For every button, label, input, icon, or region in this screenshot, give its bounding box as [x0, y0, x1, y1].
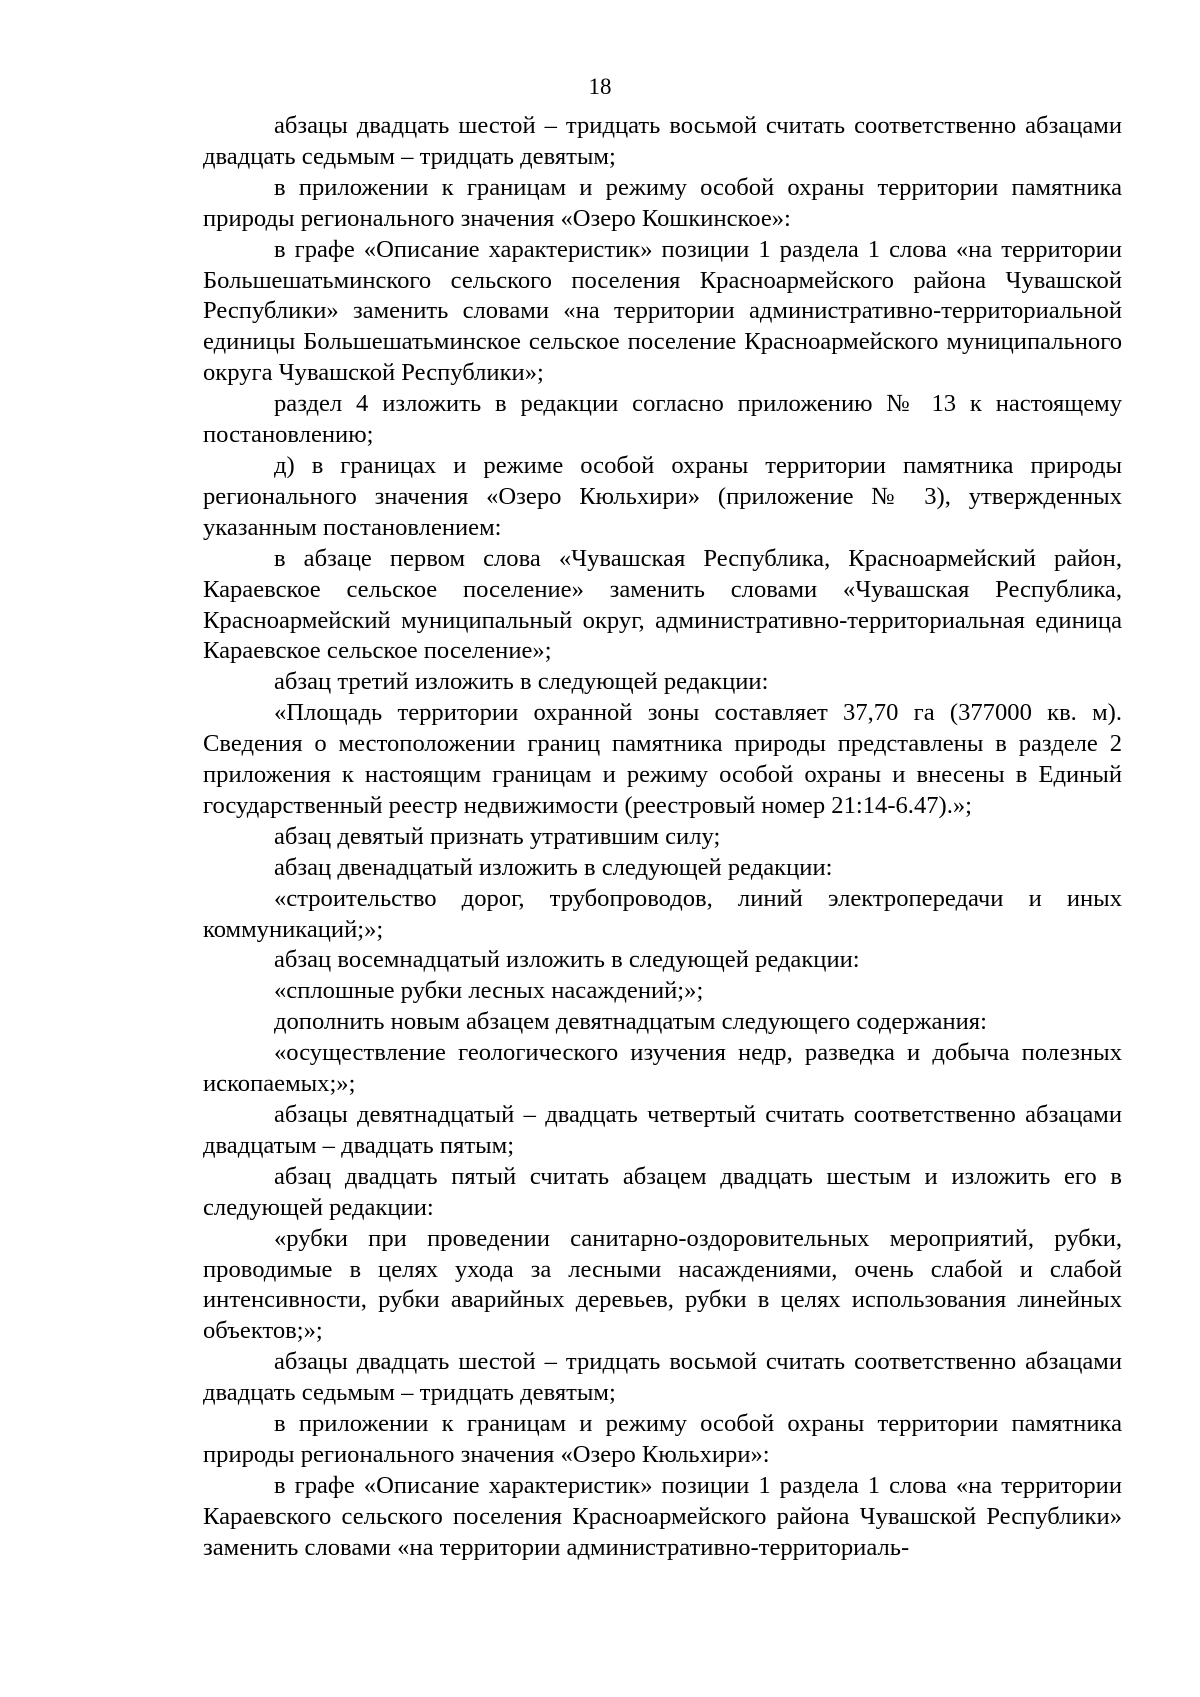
paragraph: абзац третий изложить в следующей редакции: — [274, 668, 769, 696]
paragraph: «сплошные рубки лесных насаждений;»; — [274, 977, 704, 1005]
paragraph: абзацы девятнадцатый – двадцать четвертый считать соответственно абзацами двадцатым – двадцать пятым; — [203, 1101, 1122, 1159]
paragraph: «осуществление геологического изучения недр, разведка и добыча полезных ископаемых;»; — [203, 1039, 1122, 1098]
paragraph: «рубки при проведении санитарно-оздоровительных мероприятий, рубки, проводимые в целях ухода за лесными насаждениями, очень слабой и слабой интенсивности, рубки аварийных деревьев, рубки в целях использования линейных объектов;»; — [203, 1224, 1122, 1345]
paragraph: «Площадь территории охранной зоны составляет 37,70 га (377000 кв. м). Сведения о местоположении границ памятника природы представлены в разделе 2 приложения к настоящим границам и режиму особой охраны и внесены в Единый государственный реестр недвижимости (реестровый номер 21:14-6.47).»; — [203, 699, 1122, 819]
paragraph: в приложении к границам и режиму особой охраны территории памятника природы регионального значения «Озеро Кошкинское»: — [203, 173, 1122, 232]
paragraph: в абзаце первом слова «Чувашская Республика, Красноармейский район, Караевское сельское поселение» заменить словами «Чувашская Республика, Красноармейский муниципальный округ, административно-территориальная единица Караевское сельское поселение»; — [203, 544, 1122, 665]
paragraph: абзацы двадцать шестой – тридцать восьмой считать соответственно абзацами двадцать седьмым – тридцать девятым; — [203, 112, 1122, 170]
document-body — [203, 111, 1122, 1564]
paragraph: абзац двадцать пятый считать абзацем двадцать шестым и изложить его в следующей редакции: — [203, 1162, 1122, 1221]
paragraph: в графе «Описание характеристик» позиции 1 раздела 1 слова «на территории Большешатьминского сельского поселения Красноармейского района Чувашской Республики» заменить словами «на территории административно-территориальной единицы Большешатьминское сельское поселение Красноармейского муниципального округа Чувашской Республики»; — [203, 235, 1122, 387]
paragraph: дополнить новым абзацем девятнадцатым следующего содержания: — [274, 1008, 987, 1036]
paragraph: в приложении к границам и режиму особой охраны территории памятника природы регионального значения «Озеро Кюльхири»: — [203, 1410, 1122, 1468]
paragraph: «строительство дорог, трубопроводов, линий электропередачи и иных коммуникаций;»; — [203, 884, 1122, 943]
page-number: 18 — [588, 74, 612, 99]
paragraph: в графе «Описание характеристик» позиции 1 раздела 1 слова «на территории Караевского сельского поселения Красноармейского района Чувашской Республики» заменить словами «на территории административно-территориаль- — [203, 1471, 1122, 1561]
paragraph: абзац двенадцатый изложить в следующей редакции: — [274, 853, 833, 881]
paragraph: абзацы двадцать шестой – тридцать восьмой считать соответственно абзацами двадцать седьмым – тридцать девятым; — [203, 1348, 1122, 1407]
paragraph: абзац девятый признать утратившим силу; — [274, 822, 721, 850]
paragraph: д) в границах и режиме особой охраны территории памятника природы регионального значения «Озеро Кюльхири» (приложение № 3), утвержденных указанным постановлением: — [203, 451, 1122, 541]
paragraph: абзац восемнадцатый изложить в следующей редакции: — [274, 946, 860, 974]
paragraph: раздел 4 изложить в редакции согласно приложению № 13 к настоящему постановлению; — [203, 390, 1122, 449]
